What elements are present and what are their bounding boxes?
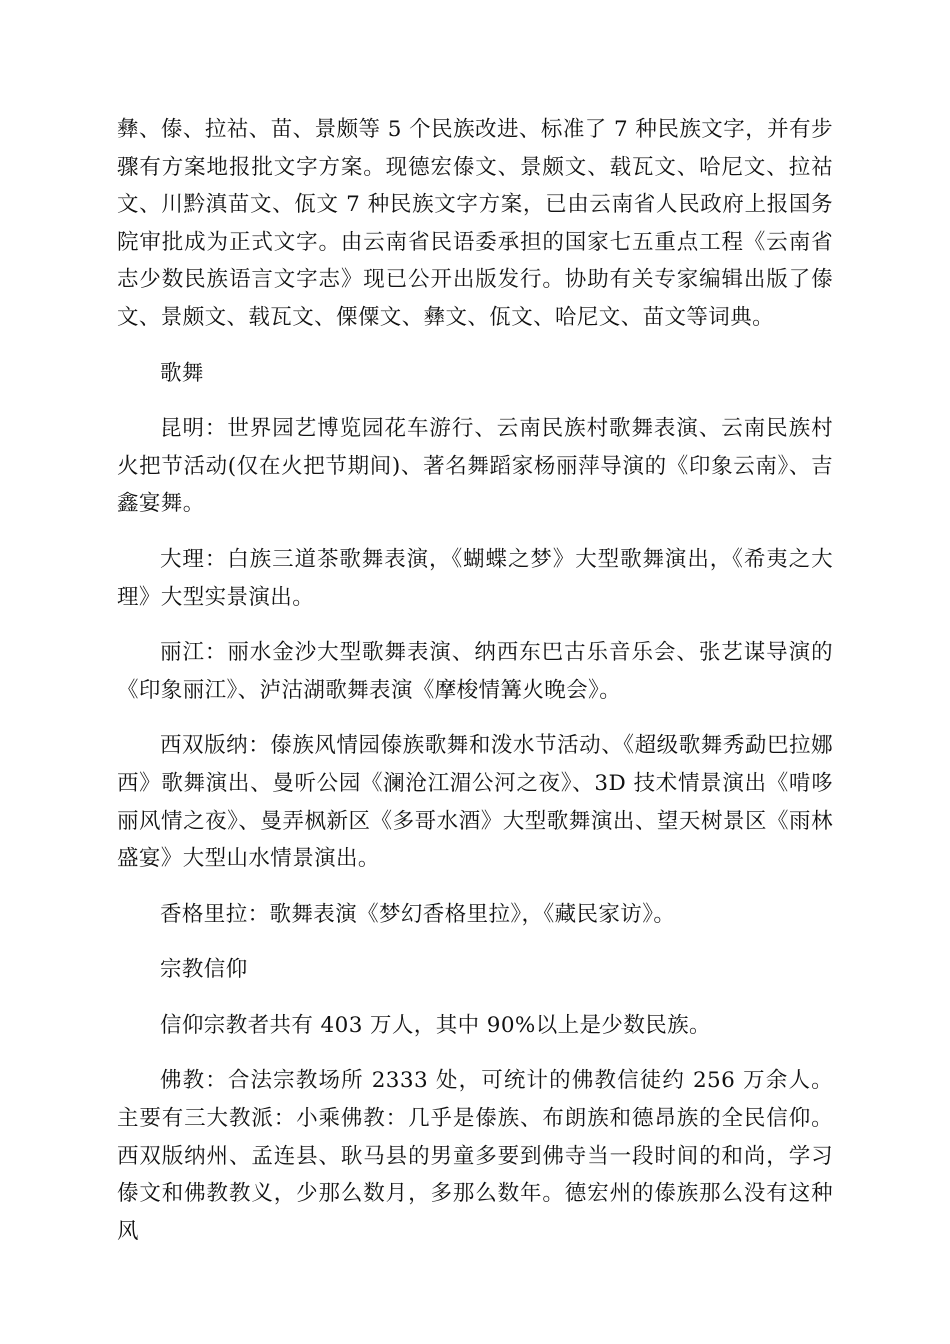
paragraph-dali: 大理：白族三道茶歌舞表演，《蝴蝶之梦》大型歌舞演出，《希夷之大理》大型实景演出。 — [117, 546, 833, 610]
paragraph-kunming: 昆明：世界园艺博览园花车游行、云南民族村歌舞表演、云南民族村火把节活动(仅在火把节期间)、著名舞蹈家杨丽萍导演的《印象云南》、吉鑫宴舞。 — [117, 416, 833, 517]
section-heading-song-dance: 歌舞 — [160, 360, 204, 386]
paragraph-religion-summary: 信仰宗教者共有 403 万人，其中 90%以上是少数民族。 — [160, 1012, 711, 1038]
paragraph-lijiang: 丽江：丽水金沙大型歌舞表演、纳西东巴古乐音乐会、张艺谋导演的《印象丽江》、泸沽湖歌舞表演《摩梭情篝火晚会》。 — [117, 640, 833, 703]
section-heading-religion: 宗教信仰 — [160, 957, 248, 983]
document-body — [117, 111, 833, 1268]
paragraph-xishuangbanna: 西双版纳：傣族风情园傣族歌舞和泼水节活动、《超级歌舞秀勐巴拉娜西》歌舞演出、曼听公园《澜沧江湄公河之夜》、3D 技术情景演出《啃哆丽风情之夜》、曼弄枫新区《多哥水酒》大型歌舞演出、望天树景区《雨林盛宴》大型山水情景演出。 — [117, 733, 833, 872]
paragraph-writing-systems: 彝、傣、拉祜、苗、景颇等 5 个民族改进、标准了 7 种民族文字，并有步骤有方案地报批文字方案。现德宏傣文、景颇文、载瓦文、哈尼文、拉祜文、川黔滇苗文、佤文 7 种民族文字方案，已由云南省人民政府上报国务院审批成为正式文字。由云南省民语委承担的国家七五重点工程《云南省志少数民族语言文字志》现已公开出版发行。协助有关专家编辑出版了傣文、景颇文、载瓦文、傈僳文、彝文、佤文、哈尼文、苗文等词典。 — [117, 117, 833, 330]
paragraph-shangri-la: 香格里拉：歌舞表演《梦幻香格里拉》，《藏民家访》。 — [160, 901, 676, 927]
paragraph-buddhism: 佛教：合法宗教场所 2333 处，可统计的佛教信徒约 256 万余人。主要有三大教派：小乘佛教：几乎是傣族、布朗族和德昂族的全民信仰。西双版纳州、孟连县、耿马县的男童多要到佛寺当一段时间的和尚，学习傣文和佛教教义，少那么数月，多那么数年。德宏州的傣族那么没有这种风 — [117, 1068, 833, 1244]
